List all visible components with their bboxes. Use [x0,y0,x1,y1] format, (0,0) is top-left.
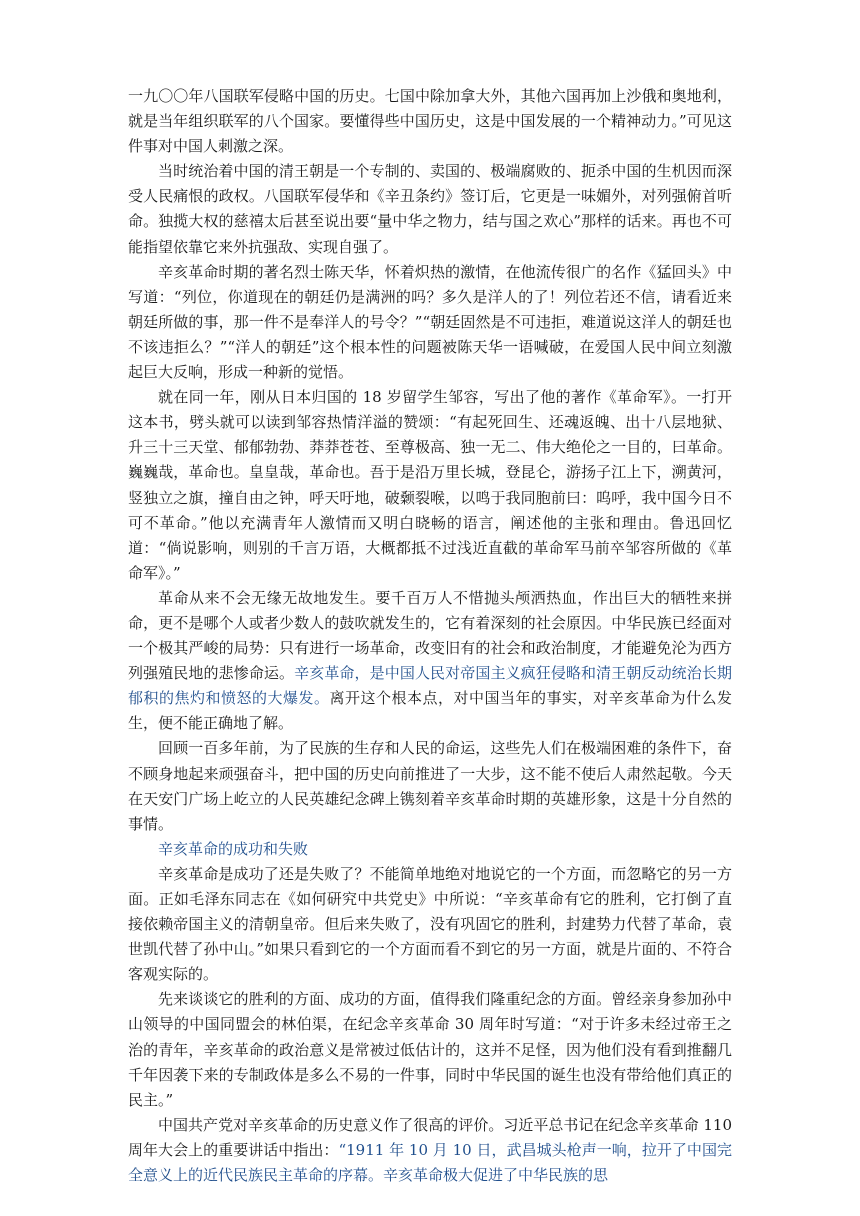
paragraph: 革命从来不会无缘无故地发生。要千百万人不惜抛头颅洒热血，作出巨大的牺牲来拼命，更不是哪个人或者少数人的鼓吹就发生的，它有着深刻的社会原因。中华民族已经面对一个极其严峻的局势：只有进行一场革命，改变旧有的社会和政治制度，才能避免沦为西方列强殖民地的悲惨命运。辛亥革命，是中国人民对帝国主义疯狂侵略和清王朝反动统治长期郁积的焦灼和愤怒的大爆发。离开这个根本点，对中国当年的事实，对辛亥革命为什么发生，便不能正确地了解。 [128,588,732,733]
paragraph: 一九〇〇年八国联军侵略中国的历史。七国中除加拿大外，其他六国再加上沙俄和奥地利，就是当年组织联军的八个国家。要懂得些中国历史，这是中国发展的一个精神动力。”可见这件事对中国人刺激之深。 [128,87,732,156]
paragraph: 当时统治着中国的清王朝是一个专制的、卖国的、极端腐败的、扼杀中国的生机因而深受人民痛恨的政权。八国联军侵华和《辛丑条约》签订后，它更是一味媚外，对列强俯首听命。独揽大权的慈禧太后甚至说出要“量中华之物力，结与国之欢心”那样的话来。再也不可能指望依靠它来外抗强敌、实现自强了。 [128,162,732,256]
paragraph: 辛亥革命是成功了还是失败了？不能简单地绝对地说它的一个方面，而忽略它的另一方面。正如毛泽东同志在《如何研究中共党史》中所说：“辛亥革命有它的胜利，它打倒了直接依赖帝国主义的清朝皇帝。但后来失败了，没有巩固它的胜利，封建势力代替了革命，袁世凯代替了孙中山。”如果只看到它的一个方面而看不到它的另一方面，就是片面的、不符合客观实际的。 [128,864,732,984]
paragraph: 辛亥革命时期的著名烈士陈天华，怀着炽热的激情，在他流传很广的名作《猛回头》中写道：“列位，你道现在的朝廷仍是满洲的吗？多久是洋人的了！列位若还不信，请看近来朝廷所做的事，那一件不是奉洋人的号令？”“朝廷固然是不可违拒，难道说这洋人的朝廷也不该违拒么？”“洋人的朝廷”这个根本性的问题被陈天华一语喊破，在爱国人民中间立刻激起巨大反响，形成一种新的觉悟。 [128,262,732,382]
highlighted-sentence: 辛亥革命，是中国人民对帝国主义疯狂侵略和清王朝反动统治长期郁积的焦灼和愤怒的大爆发。 [128,664,732,708]
paragraph: 先来谈谈它的胜利的方面、成功的方面，值得我们隆重纪念的方面。曾经亲身参加孙中山领导的中国同盟会的林伯渠，在纪念辛亥革命 30 周年时写道：“对于许多未经过帝王之治的青年，辛亥革命的政治意义是常被过低估计的，这并不足怪，因为他们没有看到推翻几千年因袭下来的专制政体是多么不易的一件事，同时中华民国的诞生也没有带给他们真正的民主。” [128,990,732,1109]
article-body [128,84,732,1188]
paragraph: 就在同一年，刚从日本归国的 18 岁留学生邹容，写出了他的著作《革命军》。一打开这本书，劈头就可以读到邹容热情洋溢的赞颂：“有起死回生、还魂返魄、出十八层地狱、升三十三天堂、郁郁勃勃、莽莽苍苍、至尊极高、独一无二、伟大绝伦之一目的，曰革命。巍巍哉，革命也。皇皇哉，革命也。吾于是沿万里长城，登昆仑，游扬子江上下，溯黄河，竖独立之旗，撞自由之钟，呼天吁地，破颡裂喉，以鸣于我同胞前曰：呜呼，我中国今日不可不革命。”他以充满青年人激情而又明白晓畅的语言，阐述他的主张和理由。鲁迅回忆道：“倘说影响，则别的千言万语，大概都抵不过浅近直截的革命军马前卒邹容所做的《革命军》。” [128,388,732,582]
paragraph: 中国共产党对辛亥革命的历史意义作了很高的评价。习近平总书记在纪念辛亥革命 110 周年大会上的重要讲话中指出：“1911 年 10 月 10 日，武昌城头枪声一响，拉开了中国完全意义上的近代民族民主革命的序幕。辛亥革命极大促进了中华民族的思 [128,1115,732,1185]
section-heading: 辛亥革命的成功和失败 [158,839,309,858]
highlighted-quote: “1911 年 10 月 10 日，武昌城头枪声一响，拉开了中国完全意义上的近代民族民主革命的序幕。辛亥革命极大促进了中华民族的思 [128,1140,732,1185]
paragraph: 回顾一百多年前，为了民族的生存和人民的命运，这些先人们在极端困难的条件下，奋不顾身地起来顽强奋斗，把中国的历史向前推进了一大步，这不能不使后人肃然起敬。今天在天安门广场上屹立的人民英雄纪念碑上镌刻着辛亥革命时期的英雄形象，这是十分自然的事情。 [128,739,732,833]
